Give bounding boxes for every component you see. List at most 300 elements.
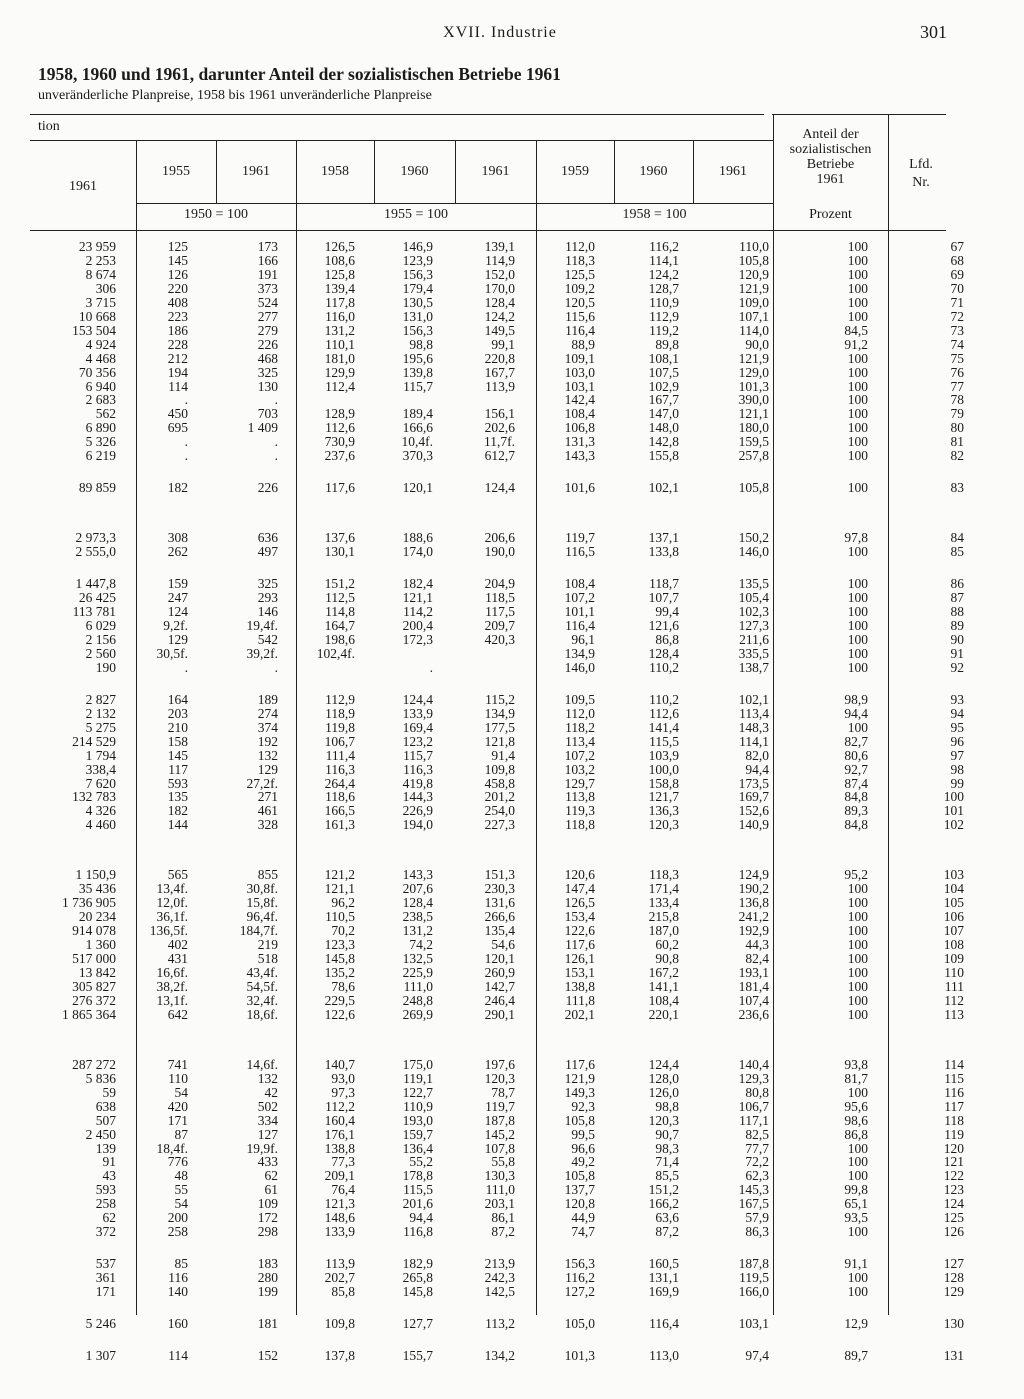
cell-socialist-share-1961: 65,1 <box>844 1196 868 1212</box>
cell-index-1960-vs-1955: 116,3 <box>403 761 433 777</box>
table-row <box>0 994 964 1008</box>
cell-index-1959-vs-1958: 125,5 <box>564 266 595 282</box>
table-row <box>0 633 964 647</box>
spacer-row <box>0 675 964 693</box>
cell-index-1961-vs-1955: 204,9 <box>484 576 515 592</box>
cell-index-1955-vs-1950: 36,1f. <box>156 909 188 925</box>
table-row <box>0 777 964 791</box>
cell-index-1961-vs-1958: 44,3 <box>745 937 769 953</box>
cell-index-1960-vs-1958: 114,1 <box>649 252 679 268</box>
cell-value-1961: 306 <box>95 280 116 296</box>
cell-index-1960-vs-1955: 130,5 <box>402 294 433 310</box>
cell-index-1960-vs-1955: 115,7 <box>403 747 433 763</box>
cell-index-1959-vs-1958: 117,6 <box>565 1056 595 1072</box>
cell-index-1961-vs-1958: 180,0 <box>738 420 769 436</box>
cell-row-number: 72 <box>950 308 964 324</box>
table-row <box>0 790 964 804</box>
cell-row-number: 108 <box>943 937 964 953</box>
cell-value-1961: 258 <box>95 1196 116 1212</box>
cell-socialist-share-1961: 100 <box>847 604 868 620</box>
cell-socialist-share-1961: 100 <box>847 937 868 953</box>
data-table <box>0 240 964 1363</box>
cell-value-1961: 537 <box>95 1256 116 1272</box>
cell-index-1961-vs-1950: 1 409 <box>247 420 278 436</box>
cell-socialist-share-1961: 100 <box>847 590 868 606</box>
table-row <box>0 647 964 661</box>
table-row <box>0 896 964 910</box>
cell-row-number: 105 <box>943 895 964 911</box>
cell-index-1959-vs-1958: 92,3 <box>571 1098 595 1114</box>
cell-index-1955-vs-1950: 87 <box>174 1126 188 1142</box>
cell-value-1961: 1 794 <box>85 747 116 763</box>
cell-value-1961: 276 372 <box>72 992 116 1008</box>
cell-index-1955-vs-1950: 158 <box>167 733 188 749</box>
table-row <box>0 966 964 980</box>
table-row <box>0 1086 964 1100</box>
cell-index-1961-vs-1955: 121,8 <box>484 733 515 749</box>
cell-index-1955-vs-1950: 9,2f. <box>163 617 188 633</box>
cell-index-1961-vs-1955: 119,7 <box>485 1098 515 1114</box>
cell-index-1958-vs-1955: 118,6 <box>325 789 355 805</box>
cell-index-1961-vs-1950: 130 <box>257 378 278 394</box>
cell-index-1958-vs-1955: 181,0 <box>324 350 355 366</box>
table-row <box>0 868 964 882</box>
cell-socialist-share-1961: 98,9 <box>844 691 868 707</box>
cell-index-1960-vs-1955: 115,7 <box>403 378 433 394</box>
cell-index-1960-vs-1955: 179,4 <box>402 280 433 296</box>
cell-index-1961-vs-1955: 120,3 <box>484 1070 515 1086</box>
cell-index-1961-vs-1958: 124,9 <box>738 867 769 883</box>
cell-index-1960-vs-1955: 144,3 <box>402 789 433 805</box>
cell-socialist-share-1961: 100 <box>847 1140 868 1156</box>
cell-index-1961-vs-1955: 54,6 <box>491 937 515 953</box>
cell-index-1960-vs-1955: 188,6 <box>402 530 433 546</box>
cell-index-1961-vs-1950: 189 <box>257 691 278 707</box>
cell-socialist-share-1961: 100 <box>847 448 868 464</box>
table-row <box>0 407 964 421</box>
spacer-cell <box>0 495 964 513</box>
cell-index-1961-vs-1955: 113,9 <box>485 378 515 394</box>
spacer-cell <box>0 675 964 693</box>
cell-socialist-share-1961: 100 <box>847 964 868 980</box>
cell-index-1955-vs-1950: 54 <box>174 1196 188 1212</box>
cell-index-1955-vs-1950: 194 <box>167 364 188 380</box>
cell-index-1961-vs-1958: 86,3 <box>745 1224 769 1240</box>
cell-socialist-share-1961: 84,5 <box>844 322 868 338</box>
cell-index-1961-vs-1958: 109,0 <box>738 294 769 310</box>
cell-socialist-share-1961: 100 <box>847 1270 868 1286</box>
cell-socialist-share-1961: 100 <box>847 631 868 647</box>
cell-index-1960-vs-1958: 124,4 <box>648 1056 679 1072</box>
cell-index-1959-vs-1958: 111,8 <box>565 992 595 1008</box>
table-row <box>0 1072 964 1086</box>
cell-index-1960-vs-1958: 141,1 <box>648 978 679 994</box>
cell-index-1959-vs-1958: 44,9 <box>571 1210 595 1226</box>
cell-index-1959-vs-1958: 115,6 <box>565 308 595 324</box>
cell-index-1960-vs-1958: 98,8 <box>655 1098 679 1114</box>
cell-index-1955-vs-1950: 431 <box>167 951 188 967</box>
header-top-rule <box>30 114 764 115</box>
cell-index-1959-vs-1958: 112,0 <box>565 705 595 721</box>
spacer-cell <box>0 850 964 868</box>
cell-index-1961-vs-1958: 105,8 <box>738 252 769 268</box>
cell-row-number: 131 <box>943 1348 964 1363</box>
cell-index-1961-vs-1955: 149,5 <box>484 322 515 338</box>
cell-socialist-share-1961: 100 <box>847 252 868 268</box>
cell-index-1961-vs-1955: 135,4 <box>484 923 515 939</box>
cell-index-1961-vs-1955: 91,4 <box>491 747 515 763</box>
spacer-row <box>0 1331 964 1349</box>
cell-index-1961-vs-1955: 99,1 <box>491 336 515 352</box>
cell-index-1961-vs-1950: 298 <box>257 1224 278 1240</box>
cell-index-1961-vs-1958: 80,8 <box>745 1084 769 1100</box>
cell-index-1955-vs-1950: 258 <box>167 1224 188 1240</box>
table-row <box>0 421 964 435</box>
cell-index-1955-vs-1950: 262 <box>167 544 188 560</box>
cell-index-1960-vs-1955: 122,7 <box>402 1084 433 1100</box>
cell-index-1961-vs-1958: 127,3 <box>738 617 769 633</box>
cell-index-1959-vs-1958: 116,4 <box>565 322 595 338</box>
cell-index-1960-vs-1958: 113,0 <box>649 1348 679 1363</box>
cell-socialist-share-1961: 100 <box>847 923 868 939</box>
cell-index-1955-vs-1950: 308 <box>167 530 188 546</box>
cell-index-1961-vs-1950: 280 <box>257 1270 278 1286</box>
cell-socialist-share-1961: 100 <box>847 239 868 254</box>
cell-index-1955-vs-1950: 212 <box>167 350 188 366</box>
cell-index-1958-vs-1955: 137,6 <box>324 530 355 546</box>
cell-index-1960-vs-1955: 114,2 <box>403 604 433 620</box>
cell-index-1958-vs-1955: 140,7 <box>324 1056 355 1072</box>
cell-row-number: 103 <box>943 867 964 883</box>
cell-index-1961-vs-1958: 121,9 <box>738 280 769 296</box>
cell-index-1961-vs-1950: 433 <box>257 1154 278 1170</box>
cell-socialist-share-1961: 100 <box>847 576 868 592</box>
cell-index-1961-vs-1950: 191 <box>257 266 278 282</box>
cell-value-1961: 214 529 <box>72 733 116 749</box>
cell-index-1961-vs-1955: 170,0 <box>484 280 515 296</box>
cell-index-1958-vs-1955: 116,3 <box>325 761 355 777</box>
cell-socialist-share-1961: 100 <box>847 308 868 324</box>
cell-index-1961-vs-1958: 94,4 <box>745 761 769 777</box>
cell-index-1959-vs-1958: 138,8 <box>564 978 595 994</box>
cell-index-1961-vs-1958: 57,9 <box>745 1210 769 1226</box>
cell-index-1960-vs-1958: 147,0 <box>648 406 679 422</box>
cell-index-1961-vs-1955: 107,8 <box>484 1140 515 1156</box>
cell-index-1960-vs-1958: 169,9 <box>648 1284 679 1300</box>
cell-value-1961: 6 940 <box>85 378 116 394</box>
cell-index-1960-vs-1958: 102,1 <box>648 480 679 496</box>
cell-index-1961-vs-1950: 502 <box>257 1098 278 1114</box>
cell-index-1959-vs-1958: 109,2 <box>564 280 595 296</box>
cell-index-1961-vs-1950: 325 <box>257 576 278 592</box>
cell-row-number: 117 <box>944 1098 964 1114</box>
cell-index-1961-vs-1958: 167,5 <box>738 1196 769 1212</box>
cell-value-1961: 13 842 <box>78 964 116 980</box>
cell-index-1961-vs-1958: 113,4 <box>739 705 769 721</box>
cell-socialist-share-1961: 84,8 <box>844 789 868 805</box>
table-row <box>0 380 964 394</box>
cell-index-1961-vs-1950: 39,2f. <box>246 645 278 661</box>
header-share-line4: 1961 <box>816 172 845 187</box>
cell-value-1961: 2 683 <box>85 392 116 408</box>
cell-row-number: 106 <box>943 909 964 925</box>
cell-index-1958-vs-1955: 145,8 <box>324 951 355 967</box>
table-row <box>0 1183 964 1197</box>
cell-index-1961-vs-1955: 124,2 <box>484 308 515 324</box>
cell-index-1959-vs-1958: 49,2 <box>571 1154 595 1170</box>
cell-row-number: 77 <box>950 378 964 394</box>
cell-index-1958-vs-1955: 121,1 <box>324 881 355 897</box>
cell-socialist-share-1961: 92,7 <box>844 761 868 777</box>
cell-value-1961: 1 150,9 <box>75 867 116 883</box>
cell-index-1959-vs-1958: 74,7 <box>571 1224 595 1240</box>
cell-index-1955-vs-1950: 220 <box>167 280 188 296</box>
cell-index-1958-vs-1955: 122,6 <box>324 1006 355 1022</box>
cell-index-1961-vs-1950: 132 <box>257 1070 278 1086</box>
cell-value-1961: 132 783 <box>72 789 116 805</box>
cell-index-1961-vs-1958: 82,4 <box>745 951 769 967</box>
cell-index-1960-vs-1955: 195,6 <box>402 350 433 366</box>
header-g1-1955: 1955 <box>162 164 190 179</box>
cell-index-1960-vs-1955: 110,9 <box>403 1098 433 1114</box>
cell-index-1960-vs-1958: 187,0 <box>648 923 679 939</box>
cell-index-1960-vs-1958: 121,7 <box>648 789 679 805</box>
cell-index-1959-vs-1958: 112,0 <box>565 239 595 254</box>
header-share-line2: sozialistischen <box>789 142 872 157</box>
cell-row-number: 81 <box>950 434 964 450</box>
cell-index-1961-vs-1958: 110,0 <box>739 239 769 254</box>
cell-row-number: 97 <box>950 747 964 763</box>
cell-index-1955-vs-1950: . <box>184 659 188 675</box>
table-row <box>0 721 964 735</box>
cell-index-1958-vs-1955: 137,8 <box>324 1348 355 1363</box>
cell-index-1959-vs-1958: 126,5 <box>564 895 595 911</box>
cell-index-1960-vs-1955: 419,8 <box>402 775 433 791</box>
spacer-row <box>0 1239 964 1257</box>
cell-index-1959-vs-1958: 120,5 <box>564 294 595 310</box>
cell-index-1955-vs-1950: 159 <box>167 576 188 592</box>
cell-index-1960-vs-1958: 102,9 <box>648 378 679 394</box>
cell-socialist-share-1961: 93,8 <box>844 1056 868 1072</box>
cell-index-1958-vs-1955: 93,0 <box>331 1070 355 1086</box>
spacer-cell <box>0 559 964 577</box>
cell-index-1955-vs-1950: 85 <box>174 1256 188 1272</box>
cell-index-1960-vs-1955: 207,6 <box>402 881 433 897</box>
cell-index-1961-vs-1950: 166 <box>257 252 278 268</box>
cell-index-1958-vs-1955: 117,8 <box>325 294 355 310</box>
cell-index-1960-vs-1958: 171,4 <box>648 881 679 897</box>
table-row <box>0 366 964 380</box>
cell-index-1961-vs-1958: 62,3 <box>745 1168 769 1184</box>
cell-index-1958-vs-1955: 209,1 <box>324 1168 355 1184</box>
cell-index-1960-vs-1955: 182,9 <box>402 1256 433 1272</box>
cell-index-1959-vs-1958: 109,1 <box>564 350 595 366</box>
cell-row-number: 114 <box>944 1056 964 1072</box>
table-row <box>0 481 964 495</box>
table-row <box>0 952 964 966</box>
table-row <box>0 352 964 366</box>
cell-index-1960-vs-1958: 100,0 <box>648 761 679 777</box>
cell-index-1958-vs-1955: 176,1 <box>324 1126 355 1142</box>
cell-index-1959-vs-1958: 118,2 <box>565 719 595 735</box>
cell-index-1955-vs-1950: 54 <box>174 1084 188 1100</box>
cell-value-1961: 6 219 <box>85 448 116 464</box>
cell-index-1961-vs-1955: 111,0 <box>485 1182 515 1198</box>
cell-index-1959-vs-1958: 109,5 <box>564 691 595 707</box>
cell-index-1958-vs-1955: 264,4 <box>324 775 355 791</box>
cell-socialist-share-1961: 100 <box>847 392 868 408</box>
cell-index-1961-vs-1958: 107,1 <box>738 308 769 324</box>
header-share-unit: Prozent <box>809 207 852 222</box>
cell-index-1961-vs-1955: 227,3 <box>484 817 515 833</box>
cell-index-1955-vs-1950: 30,5f. <box>156 645 188 661</box>
cell-index-1959-vs-1958: 147,4 <box>564 881 595 897</box>
cell-index-1961-vs-1958: 190,2 <box>738 881 769 897</box>
cell-index-1955-vs-1950: 160 <box>167 1316 188 1332</box>
cell-row-number: 67 <box>950 239 964 254</box>
cell-index-1961-vs-1958: 102,1 <box>738 691 769 707</box>
cell-index-1961-vs-1950: 18,6f. <box>246 1006 278 1022</box>
table-row <box>0 605 964 619</box>
cell-index-1961-vs-1950: 279 <box>257 322 278 338</box>
header-g3-1961: 1961 <box>719 164 747 179</box>
cell-socialist-share-1961: 100 <box>847 544 868 560</box>
header-g1-base: 1950 = 100 <box>184 207 248 222</box>
cell-index-1959-vs-1958: 142,4 <box>564 392 595 408</box>
cell-value-1961: 4 326 <box>85 803 116 819</box>
cell-index-1960-vs-1958: 90,7 <box>655 1126 679 1142</box>
cell-row-number: 69 <box>950 266 964 282</box>
cell-index-1961-vs-1955: 458,8 <box>484 775 515 791</box>
cell-value-1961: 593 <box>95 1182 116 1198</box>
cell-index-1961-vs-1955: 142,5 <box>484 1284 515 1300</box>
cell-index-1960-vs-1958: 121,6 <box>648 617 679 633</box>
cell-index-1955-vs-1950: 129 <box>167 631 188 647</box>
cell-index-1955-vs-1950: 13,4f. <box>156 881 188 897</box>
cell-value-1961: 361 <box>95 1270 116 1286</box>
cell-index-1960-vs-1955: 124,4 <box>402 691 433 707</box>
cell-index-1955-vs-1950: 114 <box>168 378 188 394</box>
cell-index-1960-vs-1958: 137,1 <box>648 530 679 546</box>
cell-index-1961-vs-1950: . <box>274 434 278 450</box>
cell-value-1961: 6 029 <box>85 617 116 633</box>
cell-index-1961-vs-1958: 140,9 <box>738 817 769 833</box>
cell-index-1958-vs-1955: 96,2 <box>331 895 355 911</box>
table-row <box>0 749 964 763</box>
cell-index-1961-vs-1955: 134,2 <box>484 1348 515 1363</box>
header-bottom-rule <box>30 230 946 231</box>
cell-index-1961-vs-1955: 156,1 <box>484 406 515 422</box>
cell-index-1960-vs-1955: 156,3 <box>402 266 433 282</box>
cell-index-1959-vs-1958: 153,1 <box>564 964 595 980</box>
cell-index-1960-vs-1955: 156,3 <box>402 322 433 338</box>
cell-index-1961-vs-1958: 181,4 <box>738 978 769 994</box>
cell-row-number: 80 <box>950 420 964 436</box>
cell-value-1961: 4 924 <box>85 336 116 352</box>
cell-row-number: 88 <box>950 604 964 620</box>
cell-index-1961-vs-1958: 101,3 <box>738 378 769 394</box>
cell-row-number: 99 <box>950 775 964 791</box>
cell-index-1959-vs-1958: 119,3 <box>565 803 595 819</box>
cell-socialist-share-1961: 100 <box>847 480 868 496</box>
cell-socialist-share-1961: 100 <box>847 1154 868 1170</box>
cell-index-1955-vs-1950: 408 <box>167 294 188 310</box>
cell-index-1960-vs-1955: 145,8 <box>402 1284 433 1300</box>
page-number: 301 <box>920 22 947 42</box>
cell-socialist-share-1961: 97,8 <box>844 530 868 546</box>
cell-index-1959-vs-1958: 120,8 <box>564 1196 595 1212</box>
cell-index-1961-vs-1958: 129,0 <box>738 364 769 380</box>
cell-index-1961-vs-1958: 102,3 <box>738 604 769 620</box>
cell-value-1961: 372 <box>95 1224 116 1240</box>
cell-index-1961-vs-1950: 226 <box>257 480 278 496</box>
cell-index-1959-vs-1958: 113,8 <box>565 789 595 805</box>
cell-index-1955-vs-1950: 48 <box>174 1168 188 1184</box>
cell-value-1961: 507 <box>95 1112 116 1128</box>
cell-index-1961-vs-1955 <box>433 661 515 675</box>
cell-index-1958-vs-1955: 130,1 <box>324 544 355 560</box>
cell-value-1961: 1 360 <box>85 937 116 953</box>
cell-value-1961: 4 468 <box>85 350 116 366</box>
cell-index-1961-vs-1955: 11,7f. <box>484 434 515 450</box>
cell-value-1961: 5 836 <box>85 1070 116 1086</box>
cell-index-1960-vs-1955: 74,2 <box>409 937 433 953</box>
cell-index-1960-vs-1955: 115,5 <box>403 1182 433 1198</box>
cell-index-1961-vs-1958: 105,8 <box>738 480 769 496</box>
cell-row-number: 126 <box>943 1224 964 1240</box>
cell-row-number: 89 <box>950 617 964 633</box>
cell-index-1958-vs-1955: 730,9 <box>324 434 355 450</box>
cell-index-1959-vs-1958: 122,6 <box>564 923 595 939</box>
cell-socialist-share-1961: 81,7 <box>844 1070 868 1086</box>
cell-index-1961-vs-1958: 136,8 <box>738 895 769 911</box>
cell-index-1960-vs-1958: 158,8 <box>648 775 679 791</box>
cell-row-number: 110 <box>944 964 964 980</box>
cell-index-1960-vs-1958: 110,2 <box>649 691 679 707</box>
cell-index-1960-vs-1958: 103,9 <box>648 747 679 763</box>
spacer-row <box>0 1299 964 1317</box>
cell-socialist-share-1961: 100 <box>847 1224 868 1240</box>
cell-index-1958-vs-1955: 111,4 <box>325 747 355 763</box>
cell-index-1955-vs-1950: 164 <box>167 691 188 707</box>
cell-index-1958-vs-1955: 131,2 <box>324 322 355 338</box>
cell-row-number: 119 <box>944 1126 964 1142</box>
cell-value-1961: 1 307 <box>85 1348 116 1363</box>
cell-socialist-share-1961: 100 <box>847 1168 868 1184</box>
cell-index-1959-vs-1958: 119,7 <box>565 530 595 546</box>
table-row <box>0 882 964 896</box>
cell-value-1961: 2 253 <box>85 252 116 268</box>
cell-row-number: 85 <box>950 544 964 560</box>
cell-index-1961-vs-1958: 82,0 <box>745 747 769 763</box>
cell-index-1961-vs-1955: 187,8 <box>484 1112 515 1128</box>
spacer-row <box>0 832 964 850</box>
cell-index-1955-vs-1950: 140 <box>167 1284 188 1300</box>
cell-index-1960-vs-1955: 182,4 <box>402 576 433 592</box>
spacer-cell <box>0 513 964 531</box>
cell-index-1960-vs-1958: 90,8 <box>655 951 679 967</box>
cell-index-1961-vs-1958: 152,6 <box>738 803 769 819</box>
cell-value-1961: 2 450 <box>85 1126 116 1142</box>
cell-index-1960-vs-1955: 121,1 <box>402 590 433 606</box>
cell-row-number: 101 <box>943 803 964 819</box>
cell-index-1961-vs-1950: 96,4f. <box>246 909 278 925</box>
cell-index-1960-vs-1955: 189,4 <box>402 406 433 422</box>
header-lfd-line1: Lfd. <box>909 157 933 172</box>
cell-index-1960-vs-1958: 71,4 <box>655 1154 679 1170</box>
cell-row-number: 127 <box>943 1256 964 1272</box>
cell-index-1961-vs-1958: 121,9 <box>738 350 769 366</box>
